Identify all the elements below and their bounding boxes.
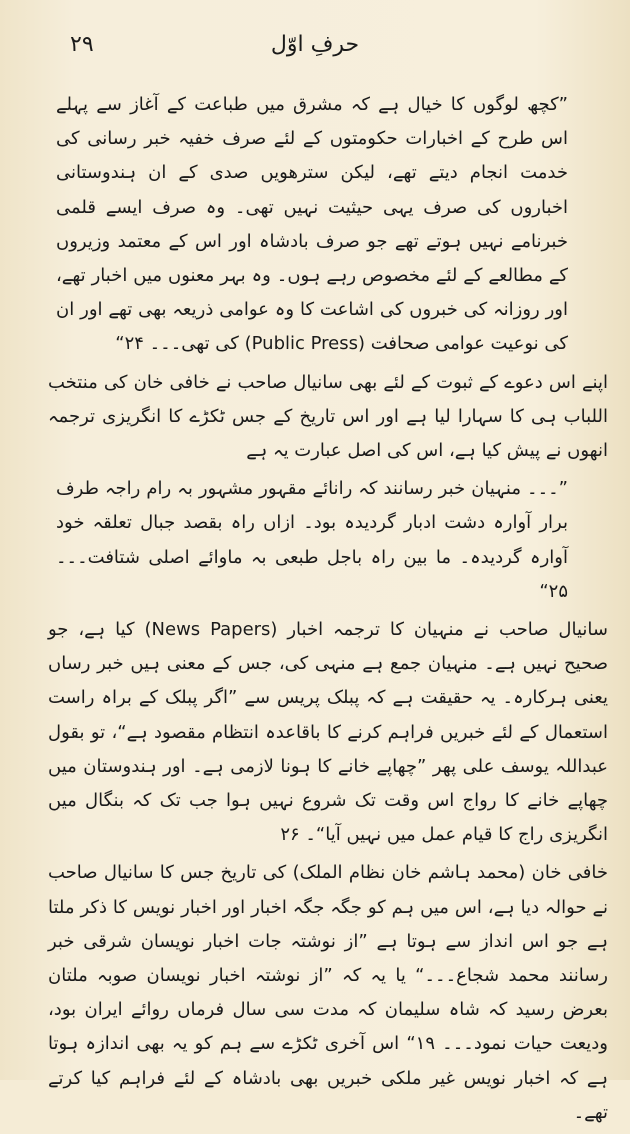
body-paragraph: [48, 366, 608, 469]
paragraph-text: خافی خان (محمد ہاشم خان نظام الملک) کی تاریخ جس کا سانیال صاحب نے حوالہ دیا ہے، اس میں ہم کو جگہ جگہ اخبار اور اخبار نویس کا ذکر ملتا ہے جو اس انداز سے ہوتا ہے ”از نوشتہ جات اخبار نویسان شرقی خبر رسانند محمد شجاع۔۔۔“ یا یہ کہ ”از نوشتہ اخبار نویسان صوبہ ملتان بعرض رسید کہ شاہ سلیمان کہ مدت سی سال فرماں روائے ایران بود، ودیعت حیات نمود۔۔۔ ۱۹“ اس آخری ٹکڑے سے ہم کو یہ بھی اندازہ ہوتا ہے کہ اخبار نویس غیر ملکی خبریں بھی بادشاہ کے لئے فراہم کیا کرتے تھے۔: [48, 862, 608, 1123]
page-number: ۲۹: [70, 32, 94, 57]
body-paragraph: [48, 856, 608, 1130]
quoted-passage: [48, 472, 608, 609]
paragraph-text: اپنے اس دعوے کے ثبوت کے لئے بھی سانیال صاحب نے خافی خان کی منتخب اللباب ہی کا سہارا لیا ہے اور اس تاریخ کے جس ٹکڑے کا انگریزی ترجمہ انھوں نے پیش کیا ہے، اس کی اصل عبارت یہ ہے: [48, 371, 608, 462]
paragraph-text: سانیال صاحب نے منہیان کا ترجمہ اخبار (News Papers) کیا ہے، جو صحیح نہیں ہے۔ منہیان جمع ہے منہی کی، جس کے معنی ہیں خبر رساں یعنی ہرکارہ۔ یہ حقیقت ہے کہ پبلک پریس سے ”اگر پبلک کے براہ راست استعمال کے لئے خبریں فراہم کرنے کا باقاعدہ انتظام مقصود ہے“، تو بقول عبداللہ یوسف علی پھر ”چھاپے خانے کا ہونا لازمی ہے۔ اور ہندوستان میں چھاپے خانے کا رواج اس وقت تک شروع نہیں ہوا جب تک کہ بنگال میں انگریزی راج کا قیام عمل میں نہیں آیا“۔ ۲۶: [48, 619, 608, 846]
page-body: [48, 88, 608, 1134]
running-head: حرفِ اوّل: [270, 32, 360, 57]
quoted-passage: [48, 88, 608, 362]
body-paragraph: [48, 613, 608, 852]
page-header: [0, 28, 630, 68]
paragraph-text: ”۔۔۔ منہیان خبر رسانند کہ رانائے مقہور مشہور بہ رام راجہ طرف برار آوارہ دشت ادبار گردیدہ بود۔ ازاں راہ بقصد جبال تعلقہ خود آوارہ گردیدہ۔ ما بین راہ باجل طبعی بہ ماوائے اصلی شتافت۔۔۔ ۲۵“: [56, 478, 568, 602]
paragraph-text: ”کچھ لوگوں کا خیال ہے کہ مشرق میں طباعت کے آغاز سے پہلے اس طرح کے اخبارات حکومتوں کے لئے صرف خفیہ خبر رسانی کی خدمت انجام دیتے تھے، لیکن سترھویں صدی کے ان ہندوستانی اخباروں کی صرف یہی حیثیت نہیں تھی۔ وہ صرف ایسے قلمی خبرنامے نہیں ہوتے تھے جو صرف بادشاہ اور اس کے معتمد وزیروں کے مطالعے کے لئے مخصوص رہے ہوں۔ وہ بہر معنوں میں اخبار تھے، اور روزانہ کی خبروں کی اشاعت کا وہ عوامی ذریعہ بھی تھے اور ان کی نوعیت عوامی صحافت (Public Press) کی تھی۔۔۔ ۲۴“: [56, 94, 568, 355]
